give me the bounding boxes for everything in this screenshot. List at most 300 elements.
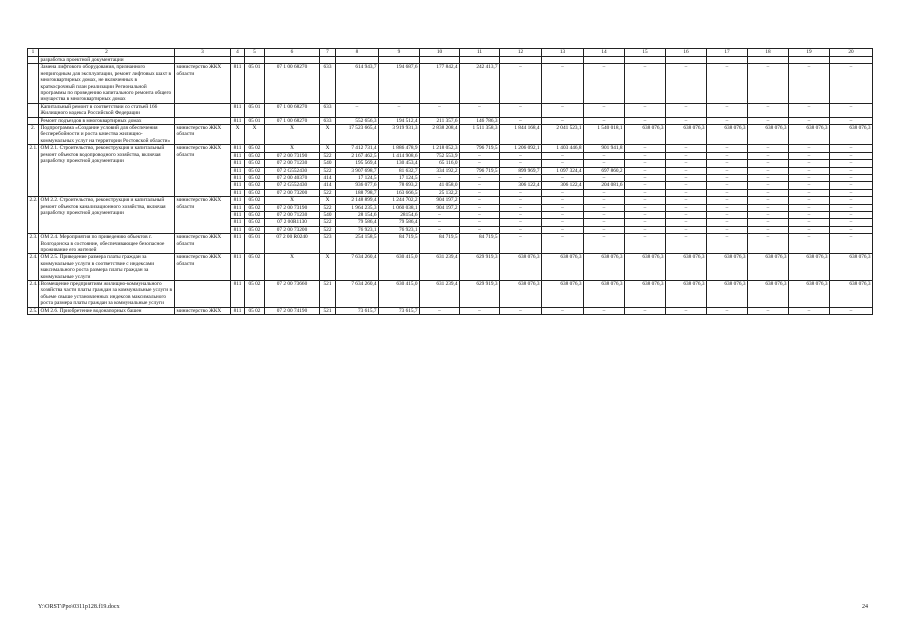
table-cell: 28154,6: [379, 211, 420, 218]
header-cell: 4: [231, 49, 245, 57]
table-cell: –: [460, 103, 500, 117]
header-cell: 16: [666, 49, 707, 57]
table-cell: –: [625, 182, 666, 189]
table-cell: 7 634 260,4: [336, 254, 379, 281]
footer-page-number: 24: [862, 604, 868, 610]
header-cell: 19: [789, 49, 830, 57]
table-cell: –: [420, 226, 460, 233]
table-cell: 631 239,4: [420, 254, 460, 281]
table-cell: –: [460, 219, 500, 226]
table-cell: 414: [320, 174, 336, 181]
table-cell: –: [830, 307, 873, 314]
row-description: разработка проектной документации: [39, 57, 175, 64]
table-cell: 638 076,3: [500, 254, 542, 281]
table-cell: –: [460, 182, 500, 189]
table-cell: 811: [231, 219, 245, 226]
table-cell: –: [748, 64, 789, 103]
table-cell: 811: [231, 197, 245, 204]
table-cell: –: [789, 182, 830, 189]
table-cell: Х: [245, 125, 265, 145]
table-cell: –: [707, 117, 748, 124]
table-cell: 811: [231, 211, 245, 218]
table-cell: 633: [320, 64, 336, 103]
table-cell: 05 02: [245, 254, 265, 281]
table-cell: –: [666, 182, 707, 189]
table-cell: –: [625, 64, 666, 103]
table-cell: 204 081,6: [584, 182, 625, 189]
table-cell: –: [542, 117, 584, 124]
header-cell: 15: [625, 49, 666, 57]
table-cell: 07 2 00 73200: [265, 226, 320, 233]
table-cell: 1 060 038,1: [379, 204, 420, 211]
table-cell: 05 01: [245, 103, 265, 117]
table-cell: 630 415,0: [379, 281, 420, 308]
table-cell: 211 357,6: [420, 117, 460, 124]
table-cell: 76 923,1: [336, 226, 379, 233]
header-cell: 17: [707, 49, 748, 57]
table-cell: –: [830, 174, 873, 181]
table-cell: –: [625, 307, 666, 314]
table-cell: –: [707, 152, 748, 159]
table-cell: 07 2 00 73200: [265, 189, 320, 196]
table-cell: 638 076,3: [584, 281, 625, 308]
table-cell: –: [666, 167, 707, 174]
table-cell: [707, 57, 748, 64]
table-cell: 3 907 698,7: [336, 167, 379, 174]
table-cell: –: [830, 189, 873, 196]
table-cell: –: [584, 219, 625, 226]
table-cell: –: [666, 103, 707, 117]
table-cell: [830, 57, 873, 64]
table-cell: –: [748, 182, 789, 189]
table-cell: –: [707, 189, 748, 196]
table-cell: –: [542, 307, 584, 314]
table-cell: 638 076,3: [830, 254, 873, 281]
table-cell: 79 586,4: [379, 219, 420, 226]
table-cell: 306 122,4: [500, 182, 542, 189]
table-cell: –: [748, 160, 789, 167]
table-cell: 2.: [28, 125, 39, 145]
table-cell: 2 148 899,4: [336, 197, 379, 204]
table-cell: –: [460, 226, 500, 233]
row-executor: [175, 117, 231, 124]
table-cell: 07 2 00 R0240: [265, 234, 320, 254]
table-cell: –: [625, 211, 666, 218]
table-cell: –: [666, 189, 707, 196]
table-cell: 638 076,3: [666, 254, 707, 281]
table-cell: 07 2 00 74190: [265, 307, 320, 314]
table-cell: –: [830, 64, 873, 103]
table-cell: –: [500, 219, 542, 226]
table-cell: 899 969,7: [500, 167, 542, 174]
table-cell: –: [789, 226, 830, 233]
table-cell: 697 860,2: [584, 167, 625, 174]
table-cell: –: [748, 174, 789, 181]
table-cell: –: [748, 117, 789, 124]
table-cell: 811: [231, 281, 245, 308]
table-cell: Х: [320, 197, 336, 204]
header-cell: 7: [320, 49, 336, 57]
table-cell: –: [666, 160, 707, 167]
table-cell: –: [584, 64, 625, 103]
table-cell: –: [707, 174, 748, 181]
table-cell: –: [500, 307, 542, 314]
table-cell: –: [789, 234, 830, 254]
table-cell: 194 687,6: [379, 64, 420, 103]
table-cell: 904 197,2: [420, 197, 460, 204]
table-cell: 1 403 446,8: [542, 145, 584, 152]
table-cell: –: [584, 174, 625, 181]
table-cell: 1 886 478,9: [379, 145, 420, 152]
table-cell: –: [460, 152, 500, 159]
table-cell: –: [500, 189, 542, 196]
table-cell: –: [625, 204, 666, 211]
table-cell: –: [707, 103, 748, 117]
table-cell: 07 2 00 71230: [265, 160, 320, 167]
table-cell: –: [625, 145, 666, 152]
table-cell: 81 632,7: [379, 167, 420, 174]
table-cell: –: [460, 189, 500, 196]
table-cell: –: [789, 160, 830, 167]
table-cell: Х: [320, 145, 336, 152]
table-cell: –: [748, 145, 789, 152]
table-cell: –: [584, 160, 625, 167]
row-executor: министерство ЖКХ: [175, 307, 231, 314]
table-cell: 522: [320, 204, 336, 211]
table-cell: 1 844 168,4: [500, 125, 542, 145]
table-cell: –: [789, 103, 830, 117]
table-cell: –: [420, 103, 460, 117]
table-cell: Х: [320, 254, 336, 281]
table-cell: –: [500, 204, 542, 211]
table-cell: 752 553,9: [420, 152, 460, 159]
table-cell: Х: [231, 125, 245, 145]
table-cell: –: [789, 211, 830, 218]
table-cell: 633: [320, 117, 336, 124]
table-cell: 146 786,3: [460, 117, 500, 124]
row-description: ОМ 2.5. Приведение размера платы граждан за коммунальные услуги в соответствие с индексами максимального роста размера платы граждан за коммунальные услуги: [39, 254, 175, 281]
table-cell: [625, 57, 666, 64]
table-cell: 811: [231, 226, 245, 233]
table-cell: 07 2 00 73190: [265, 204, 320, 211]
table-cell: 177 842,4: [420, 64, 460, 103]
table-cell: –: [584, 204, 625, 211]
table-cell: 811: [231, 307, 245, 314]
table-cell: –: [460, 307, 500, 314]
table-cell: 811: [231, 204, 245, 211]
table-cell: –: [420, 174, 460, 181]
table-cell: 05 02: [245, 219, 265, 226]
header-cell: 8: [336, 49, 379, 57]
table-cell: –: [830, 234, 873, 254]
table-cell: –: [707, 219, 748, 226]
table-cell: –: [830, 204, 873, 211]
table-cell: 05 02: [245, 307, 265, 314]
table-cell: 17 523 665,4: [336, 125, 379, 145]
table-cell: Х: [320, 125, 336, 145]
row-executor: [175, 281, 231, 308]
table-cell: 811: [231, 167, 245, 174]
table-cell: –: [789, 189, 830, 196]
table-cell: 638 076,3: [707, 254, 748, 281]
table-cell: 796 719,5: [460, 167, 500, 174]
table-cell: 638 076,3: [748, 281, 789, 308]
row-executor: министерство ЖКХ области: [175, 197, 231, 234]
table-cell: –: [625, 174, 666, 181]
table-cell: –: [420, 219, 460, 226]
header-cell: 5: [245, 49, 265, 57]
row-executor: министерство ЖКХ области: [175, 125, 231, 145]
table-cell: 2.4.1: [28, 281, 39, 308]
table-cell: 811: [231, 234, 245, 254]
table-cell: 334 192,2: [420, 167, 460, 174]
table-cell: –: [707, 145, 748, 152]
table-cell: –: [830, 167, 873, 174]
table-cell: 05 02: [245, 197, 265, 204]
row-description: Подпрограмма «Создание условий для обеспечения бесперебойности и роста качества жилищно-коммунальных услуг на территории Ростовской области»: [39, 125, 175, 145]
table-cell: 05 02: [245, 145, 265, 152]
table-cell: 163 666,5: [379, 189, 420, 196]
table-cell: –: [584, 234, 625, 254]
table-cell: 65 116,0: [420, 160, 460, 167]
table-cell: 904 197,2: [420, 204, 460, 211]
table-cell: 638 076,3: [748, 254, 789, 281]
table-cell: 2.3.: [28, 234, 39, 254]
table-cell: 936 077,6: [336, 182, 379, 189]
table-cell: [460, 57, 500, 64]
table-cell: –: [789, 219, 830, 226]
table-cell: [28, 103, 39, 117]
table-cell: –: [460, 197, 500, 204]
table-cell: –: [625, 167, 666, 174]
table-cell: 05 02: [245, 189, 265, 196]
table-cell: 130 453,4: [379, 160, 420, 167]
table-cell: [320, 57, 336, 64]
budget-table: [27, 48, 873, 315]
table-cell: 522: [320, 219, 336, 226]
table-cell: –: [420, 307, 460, 314]
table-cell: –: [666, 64, 707, 103]
table-cell: 1 206 092,1: [500, 145, 542, 152]
table-cell: 1 097 324,4: [542, 167, 584, 174]
table-cell: 638 076,3: [789, 125, 830, 145]
table-cell: –: [584, 117, 625, 124]
table-cell: [666, 57, 707, 64]
table-cell: 638 076,3: [625, 125, 666, 145]
table-cell: 521: [320, 281, 336, 308]
table-cell: –: [748, 189, 789, 196]
table-cell: 638 076,3: [666, 125, 707, 145]
row-description: ОМ 2.1. Строительство, реконструкция и капитальный ремонт объектов водопроводного хозяйства, включая разработку проектной документации: [39, 145, 175, 197]
table-cell: –: [625, 189, 666, 196]
table-cell: 1 511 358,3: [460, 125, 500, 145]
table-cell: Х: [265, 145, 320, 152]
table-cell: [28, 117, 39, 124]
table-cell: [379, 57, 420, 64]
table-cell: –: [460, 174, 500, 181]
table-cell: –: [500, 234, 542, 254]
table-cell: 05 02: [245, 174, 265, 181]
header-cell: 18: [748, 49, 789, 57]
table-cell: –: [625, 219, 666, 226]
table-cell: 2.2.: [28, 197, 39, 234]
table-cell: –: [789, 145, 830, 152]
table-cell: –: [420, 211, 460, 218]
table-cell: –: [542, 152, 584, 159]
table-cell: 2 838 208,4: [420, 125, 460, 145]
table-body: [28, 57, 873, 315]
table-cell: 540: [320, 211, 336, 218]
header-cell: 2: [39, 49, 175, 57]
table-cell: 05 02: [245, 281, 265, 308]
table-cell: –: [500, 226, 542, 233]
table-cell: 638 076,3: [666, 281, 707, 308]
table-cell: 41 058,0: [420, 182, 460, 189]
table-cell: [420, 57, 460, 64]
row-description: ОМ 2.6. Приобретение водонапорных башен: [39, 307, 175, 314]
table-row: [28, 125, 873, 145]
table-cell: 07 1 00 68270: [265, 117, 320, 124]
table-cell: –: [789, 307, 830, 314]
table-cell: –: [542, 64, 584, 103]
table-cell: 3 919 931,3: [379, 125, 420, 145]
table-cell: –: [748, 197, 789, 204]
table-cell: –: [789, 117, 830, 124]
table-cell: –: [625, 234, 666, 254]
row-description: ОМ 2.2. Строительство, реконструкция и капитальный ремонт объектов канализационного хозяйства, включая разработку проектной документации: [39, 197, 175, 234]
table-cell: –: [542, 160, 584, 167]
table-cell: –: [789, 64, 830, 103]
table-cell: –: [830, 103, 873, 117]
row-description: Капитальный ремонт в соответствии со статьей 166 Жилищного кодекса Российской Федерации: [39, 103, 175, 117]
table-cell: 540: [320, 160, 336, 167]
table-cell: –: [625, 152, 666, 159]
table-cell: Х: [265, 197, 320, 204]
table-cell: –: [748, 103, 789, 117]
table-cell: 7 634 260,4: [336, 281, 379, 308]
table-cell: 242 413,7: [460, 64, 500, 103]
table-cell: 552 656,3: [336, 117, 379, 124]
table-cell: 901 941,8: [584, 145, 625, 152]
table-cell: –: [379, 103, 420, 117]
table-cell: 2 041 523,1: [542, 125, 584, 145]
table-cell: –: [830, 197, 873, 204]
row-executor: министерство ЖКХ области: [175, 145, 231, 197]
table-cell: –: [666, 174, 707, 181]
table-cell: –: [500, 211, 542, 218]
table-cell: 811: [231, 152, 245, 159]
table-cell: –: [707, 160, 748, 167]
table-cell: –: [748, 204, 789, 211]
row-executor: министерство ЖКХ области: [175, 234, 231, 254]
table-cell: 521: [320, 307, 336, 314]
table-cell: –: [666, 307, 707, 314]
table-cell: –: [707, 234, 748, 254]
table-cell: 07 2 00 73190: [265, 152, 320, 159]
row-description: ОМ 2.4. Мероприятия по приведению объектов г. Волгодонска в состояние, обеспечивающее безопасное проживание его жителей: [39, 234, 175, 254]
table-cell: –: [789, 174, 830, 181]
row-description: Замена лифтового оборудования, признанного непригодным для эксплуатации, ремонт лифтовых шахт в многоквартирных домах, не включенных в краткосрочный план реализации Региональной программы по проведению капитального ремонта общего имущества в многоквартирных домах: [39, 64, 175, 103]
table-cell: –: [666, 145, 707, 152]
table-cell: 633: [320, 103, 336, 117]
table-row: [28, 307, 873, 314]
table-cell: –: [336, 103, 379, 117]
header-row: [28, 49, 873, 57]
table-cell: [265, 57, 320, 64]
table-cell: –: [707, 204, 748, 211]
table-cell: 811: [231, 145, 245, 152]
table-row: [28, 234, 873, 254]
table-cell: –: [789, 197, 830, 204]
table-cell: 84 719,5: [460, 234, 500, 254]
table-cell: 811: [231, 117, 245, 124]
table-cell: 638 076,3: [707, 281, 748, 308]
table-row: [28, 254, 873, 281]
table-cell: –: [748, 234, 789, 254]
table-cell: –: [707, 167, 748, 174]
table-cell: 1 218 052,3: [420, 145, 460, 152]
table-cell: –: [584, 103, 625, 117]
table-cell: –: [830, 152, 873, 159]
table-cell: –: [500, 174, 542, 181]
table-cell: –: [625, 160, 666, 167]
header-cell: 9: [379, 49, 420, 57]
table-cell: 1 964 235,3: [336, 204, 379, 211]
table-row: [28, 117, 873, 124]
table-cell: 07 2 00 71230: [265, 211, 320, 218]
table-cell: –: [500, 160, 542, 167]
row-description: Ремонт подъездов в многоквартирных домах: [39, 117, 175, 124]
table-cell: –: [830, 145, 873, 152]
table-cell: 522: [320, 152, 336, 159]
row-executor: [175, 103, 231, 117]
table-cell: 07 1 00 68270: [265, 64, 320, 103]
table-cell: –: [542, 234, 584, 254]
table-cell: 523: [320, 234, 336, 254]
table-cell: 629 919,3: [460, 254, 500, 281]
table-cell: 05 02: [245, 204, 265, 211]
table-cell: [336, 57, 379, 64]
table-cell: 07 2 00 40370: [265, 174, 320, 181]
table-cell: –: [830, 211, 873, 218]
header-cell: 6: [265, 49, 320, 57]
header-cell: 11: [460, 49, 500, 57]
table-cell: –: [666, 226, 707, 233]
table-cell: 1 244 702,2: [379, 197, 420, 204]
table-cell: 07 1 00 68270: [265, 103, 320, 117]
table-cell: –: [666, 197, 707, 204]
table-cell: –: [500, 64, 542, 103]
table-cell: –: [748, 226, 789, 233]
table-cell: 638 076,3: [584, 254, 625, 281]
table-cell: 17 124,5: [379, 174, 420, 181]
table-cell: 522: [320, 226, 336, 233]
table-cell: –: [666, 234, 707, 254]
table-cell: –: [584, 211, 625, 218]
table-cell: 638 076,3: [707, 125, 748, 145]
table-cell: –: [830, 160, 873, 167]
table-cell: 05 01: [245, 234, 265, 254]
table-row: [28, 281, 873, 308]
table-cell: –: [748, 219, 789, 226]
table-row: [28, 197, 873, 204]
table-cell: 796 719,5: [460, 145, 500, 152]
table-cell: –: [666, 219, 707, 226]
table-cell: 78 693,2: [379, 182, 420, 189]
table-cell: –: [584, 197, 625, 204]
table-cell: 05 02: [245, 152, 265, 159]
table-cell: [28, 57, 39, 64]
